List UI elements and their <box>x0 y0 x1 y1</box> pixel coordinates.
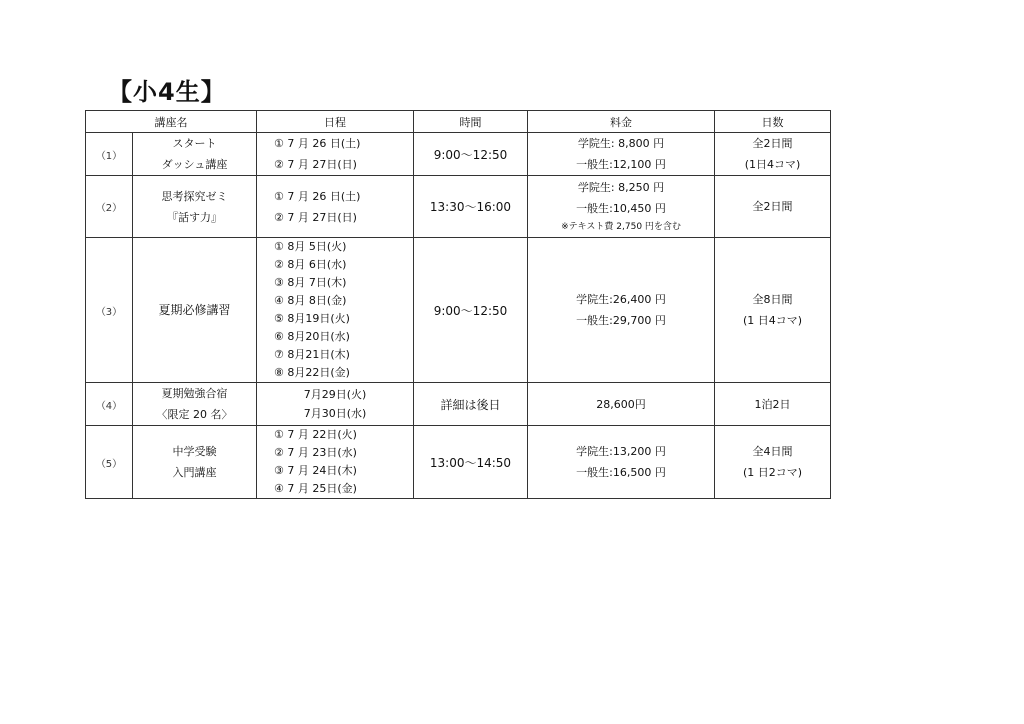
header-schedule: 日程 <box>257 111 414 133</box>
course-dates <box>257 426 414 499</box>
course-fee <box>528 383 715 426</box>
days-line: (1 日4コマ) <box>742 314 803 327</box>
date-item: ② 7 月 27日(日) <box>274 210 357 224</box>
fee-line: 学院生: 8,250 円 <box>577 181 665 194</box>
fee-line: 一般生:29,700 円 <box>576 314 666 327</box>
date-item: ③ 7 月 24日(木) <box>274 464 357 477</box>
days-line: 1泊2日 <box>754 397 791 411</box>
course-number: （4） <box>86 383 133 426</box>
course-name-line: ダッシュ講座 <box>161 158 228 171</box>
course-fee <box>528 426 715 499</box>
course-number: （1） <box>86 133 133 176</box>
header-days: 日数 <box>715 111 831 133</box>
table-row <box>86 383 831 426</box>
date-item: ① 7 月 22日(火) <box>274 428 357 441</box>
date-item: ④ 8月 8日(金) <box>274 294 347 307</box>
date-item: ② 8月 6日(水) <box>274 258 347 271</box>
days-line: 全4日間 <box>752 445 793 458</box>
course-name-line: 〈限定 20 名〉 <box>156 408 233 421</box>
course-time: 詳細は後日 <box>414 383 528 426</box>
date-item: ① 8月 5日(火) <box>274 240 347 253</box>
course-schedule-table <box>85 110 831 499</box>
header-course-name: 講座名 <box>86 111 257 133</box>
table-row <box>86 176 831 238</box>
table-row <box>86 426 831 499</box>
course-time: 13:30～16:00 <box>414 176 528 238</box>
course-name <box>133 176 257 238</box>
date-item: ⑥ 8月20日(水) <box>274 330 350 343</box>
course-name-line: 思考探究ゼミ <box>161 189 228 203</box>
course-dates <box>257 176 414 238</box>
page-title: 【小4生】 <box>108 78 226 106</box>
days-line: 全2日間 <box>752 137 793 150</box>
days-line: 全2日間 <box>752 200 793 213</box>
days-line: (1日4コマ) <box>744 158 801 171</box>
date-item: ④ 7 月 25日(金) <box>274 482 357 495</box>
course-days <box>715 426 831 499</box>
course-name <box>133 133 257 176</box>
table-row <box>86 133 831 176</box>
fee-line: 一般生:12,100 円 <box>576 158 666 171</box>
fee-line: 一般生:16,500 円 <box>576 466 666 479</box>
date-item: 7月30日(水) <box>303 407 367 420</box>
course-time: 9:00～12:50 <box>414 238 528 383</box>
course-number: （2） <box>86 176 133 238</box>
course-number: （5） <box>86 426 133 499</box>
course-dates <box>257 238 414 383</box>
date-item: ⑧ 8月22日(金) <box>274 366 350 379</box>
course-time: 13:00～14:50 <box>414 426 528 499</box>
date-item: ⑦ 8月21日(木) <box>274 348 350 361</box>
fee-note: ※テキスト費 2,750 円を含む <box>561 222 681 232</box>
course-name-line: 『話す力』 <box>167 210 222 224</box>
date-item: ① 7 月 26 日(土) <box>274 189 361 203</box>
course-name <box>133 238 257 383</box>
days-line: (1 日2コマ) <box>742 466 803 479</box>
date-item: ③ 8月 7日(木) <box>274 276 347 289</box>
course-fee <box>528 238 715 383</box>
course-name-line: 夏期勉強合宿 <box>161 387 228 400</box>
course-fee <box>528 176 715 238</box>
fee-line: 学院生:26,400 円 <box>576 293 666 306</box>
date-item: 7月29日(火) <box>303 388 367 401</box>
header-time: 時間 <box>414 111 528 133</box>
date-item: ② 7 月 27日(日) <box>274 158 357 171</box>
header-fee: 料金 <box>528 111 715 133</box>
course-time: 9:00～12:50 <box>414 133 528 176</box>
course-days <box>715 238 831 383</box>
date-item: ① 7 月 26 日(土) <box>274 137 361 150</box>
course-days <box>715 176 831 238</box>
fee-line: 28,600円 <box>596 397 646 411</box>
course-name-line: 夏期必修講習 <box>158 302 231 317</box>
course-days <box>715 133 831 176</box>
course-name-line: スタート <box>172 137 217 150</box>
course-dates <box>257 383 414 426</box>
fee-line: 一般生:10,450 円 <box>576 202 666 215</box>
fee-line: 学院生: 8,800 円 <box>577 137 665 150</box>
course-name-line: 入門講座 <box>172 466 217 479</box>
days-line: 全8日間 <box>752 293 793 306</box>
course-fee <box>528 133 715 176</box>
table-header-row <box>86 111 831 133</box>
course-number: （3） <box>86 238 133 383</box>
course-name <box>133 383 257 426</box>
course-name-line: 中学受験 <box>172 445 217 458</box>
date-item: ② 7 月 23日(水) <box>274 446 357 459</box>
course-name <box>133 426 257 499</box>
fee-line: 学院生:13,200 円 <box>576 445 666 458</box>
course-dates <box>257 133 414 176</box>
course-days <box>715 383 831 426</box>
table-row <box>86 238 831 383</box>
date-item: ⑤ 8月19日(火) <box>274 312 350 325</box>
